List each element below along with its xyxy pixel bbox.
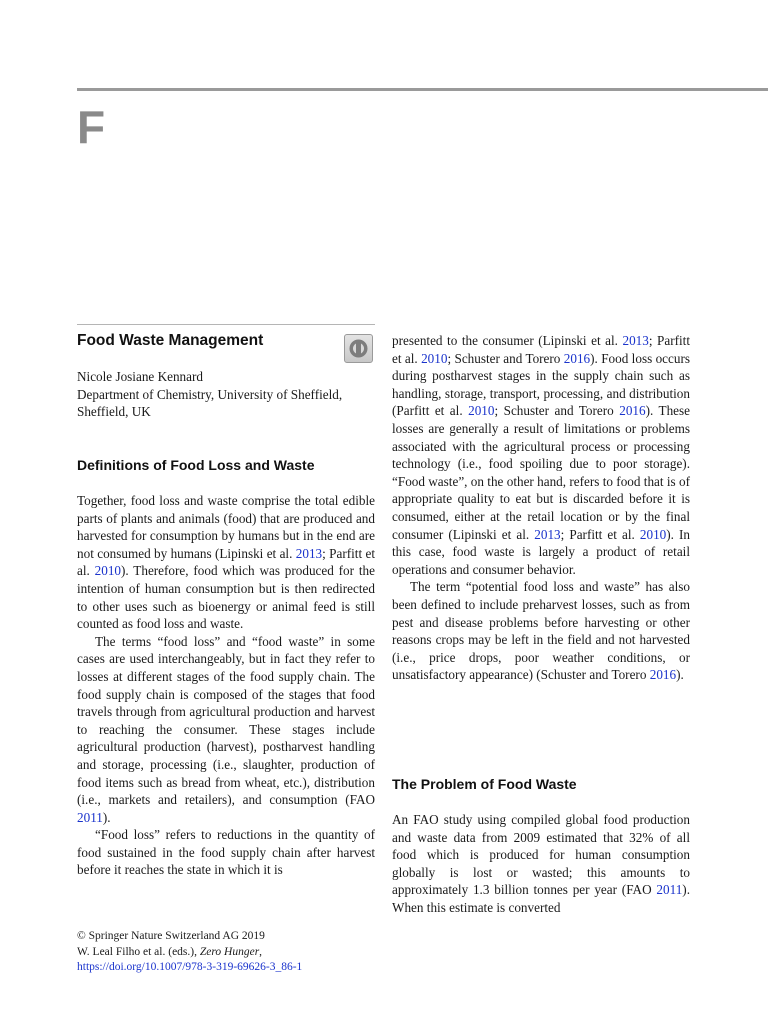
section-heading-definitions: Definitions of Food Loss and Waste — [77, 457, 315, 473]
left-column — [77, 492, 375, 879]
citation-link[interactable]: 2016 — [649, 667, 677, 683]
doi-link[interactable]: https://doi.org/10.1007/978-3-319-69626-3_86-1 — [77, 961, 303, 973]
citation-link[interactable]: 2011 — [77, 809, 103, 825]
paragraph: “Food loss” refers to reductions in the quantity of food sustained in the food supply chain after harvest before it reaches the state in which it is — [77, 827, 375, 878]
citation-link[interactable]: 2010 — [639, 526, 667, 542]
paragraph: An FAO study using compiled global food production and waste data from 2009 estimated that 32% of all food which is produced for human consumption globally is lost or wasted; this amounts to approximately 1.3 billion tonnes per year (FAO 2011). When this estimate is converted — [392, 812, 690, 915]
right-column-top — [392, 332, 690, 684]
section-heading-problem: The Problem of Food Waste — [392, 776, 577, 792]
citation-link[interactable]: 2010 — [94, 563, 122, 579]
citation-link[interactable]: 2013 — [534, 526, 561, 542]
crossmark-icon[interactable] — [344, 334, 373, 363]
author-affiliation-line2: Sheffield, UK — [77, 404, 151, 420]
citation-link[interactable]: 2011 — [656, 882, 683, 898]
citation-link[interactable]: 2010 — [468, 403, 495, 419]
citation-link[interactable]: 2010 — [421, 350, 448, 366]
copyright-line: © Springer Nature Switzerland AG 2019 — [77, 930, 265, 942]
author-block — [77, 368, 342, 421]
paragraph: The term “potential food loss and waste” has also been defined to include preharvest losses, such as from pest and disease problems before harvesting or other reasons crops may be left in the field and not harvested (i.e., price drops, poor weather conditions, or unsatisfactory appearance) (Schuster and Torero 2016). — [392, 579, 690, 683]
entry-title: Food Waste Management — [77, 332, 264, 349]
citation-link[interactable]: 2016 — [563, 350, 591, 366]
author-affiliation-line1: Department of Chemistry, University of Sheffield, — [77, 386, 343, 402]
citation-link[interactable]: 2013 — [622, 333, 649, 348]
header-rule — [77, 88, 768, 91]
right-column-bottom — [392, 811, 690, 917]
title-rule — [77, 324, 375, 325]
paragraph: Together, food loss and waste comprise the total edible parts of plants and animals (food) that are produced and harvested for consumption by humans but in the end are not consumed by humans (Lipinski et al. 2013; Parfitt et al. 2010). Therefore, food which was produced for the intention of human consumption but is then redirected to other uses such as bioenergy or animal feed is still counted as food loss and waste. — [77, 493, 375, 632]
paragraph: The terms “food loss” and “food waste” in some cases are used interchangeably, but in fact they refer to losses at different stages of the food supply chain. The food supply chain is composed of the stages that food travels through from agricultural production and harvest to reaching the consumer. These stages include agricultural production (harvest), postharvest handling and storage, processing (i.e., slaughter, production of food items such as bread from wheat, etc.), distribution (i.e., markets and retailers), and consumption (FAO 2011). — [77, 633, 375, 825]
paragraph: presented to the consumer (Lipinski et al. 2013; Parfitt et al. 2010; Schuster and Torero 2016). Food loss occurs during postharvest stages in the supply chain such as handling, storage, transport, processing, and distribution (Parfitt et al. 2010; Schuster and Torero 2016). These losses are generally a result of limitations or problems associated with the agricultural process or processing technology (i.e., food spoiling due to poor storage). “Food waste”, on the other hand, refers to food that is of appropriate quality to eat but is discarded before it is consumed, either at the retail location or by the final consumer (Lipinski et al. 2013; Parfitt et al. 2010). In this case, food waste is largely a product of retail operations and consumer behavior. — [392, 333, 691, 577]
citation-link[interactable]: 2016 — [619, 403, 646, 419]
section-letter: F — [77, 101, 106, 153]
author-name: Nicole Josiane Kennard — [77, 369, 203, 384]
book-title: Zero Hunger — [199, 945, 260, 958]
editors-line: W. Leal Filho et al. (eds.), Zero Hunger, — [77, 945, 263, 958]
citation-link[interactable]: 2013 — [295, 545, 323, 561]
footer — [77, 929, 302, 976]
